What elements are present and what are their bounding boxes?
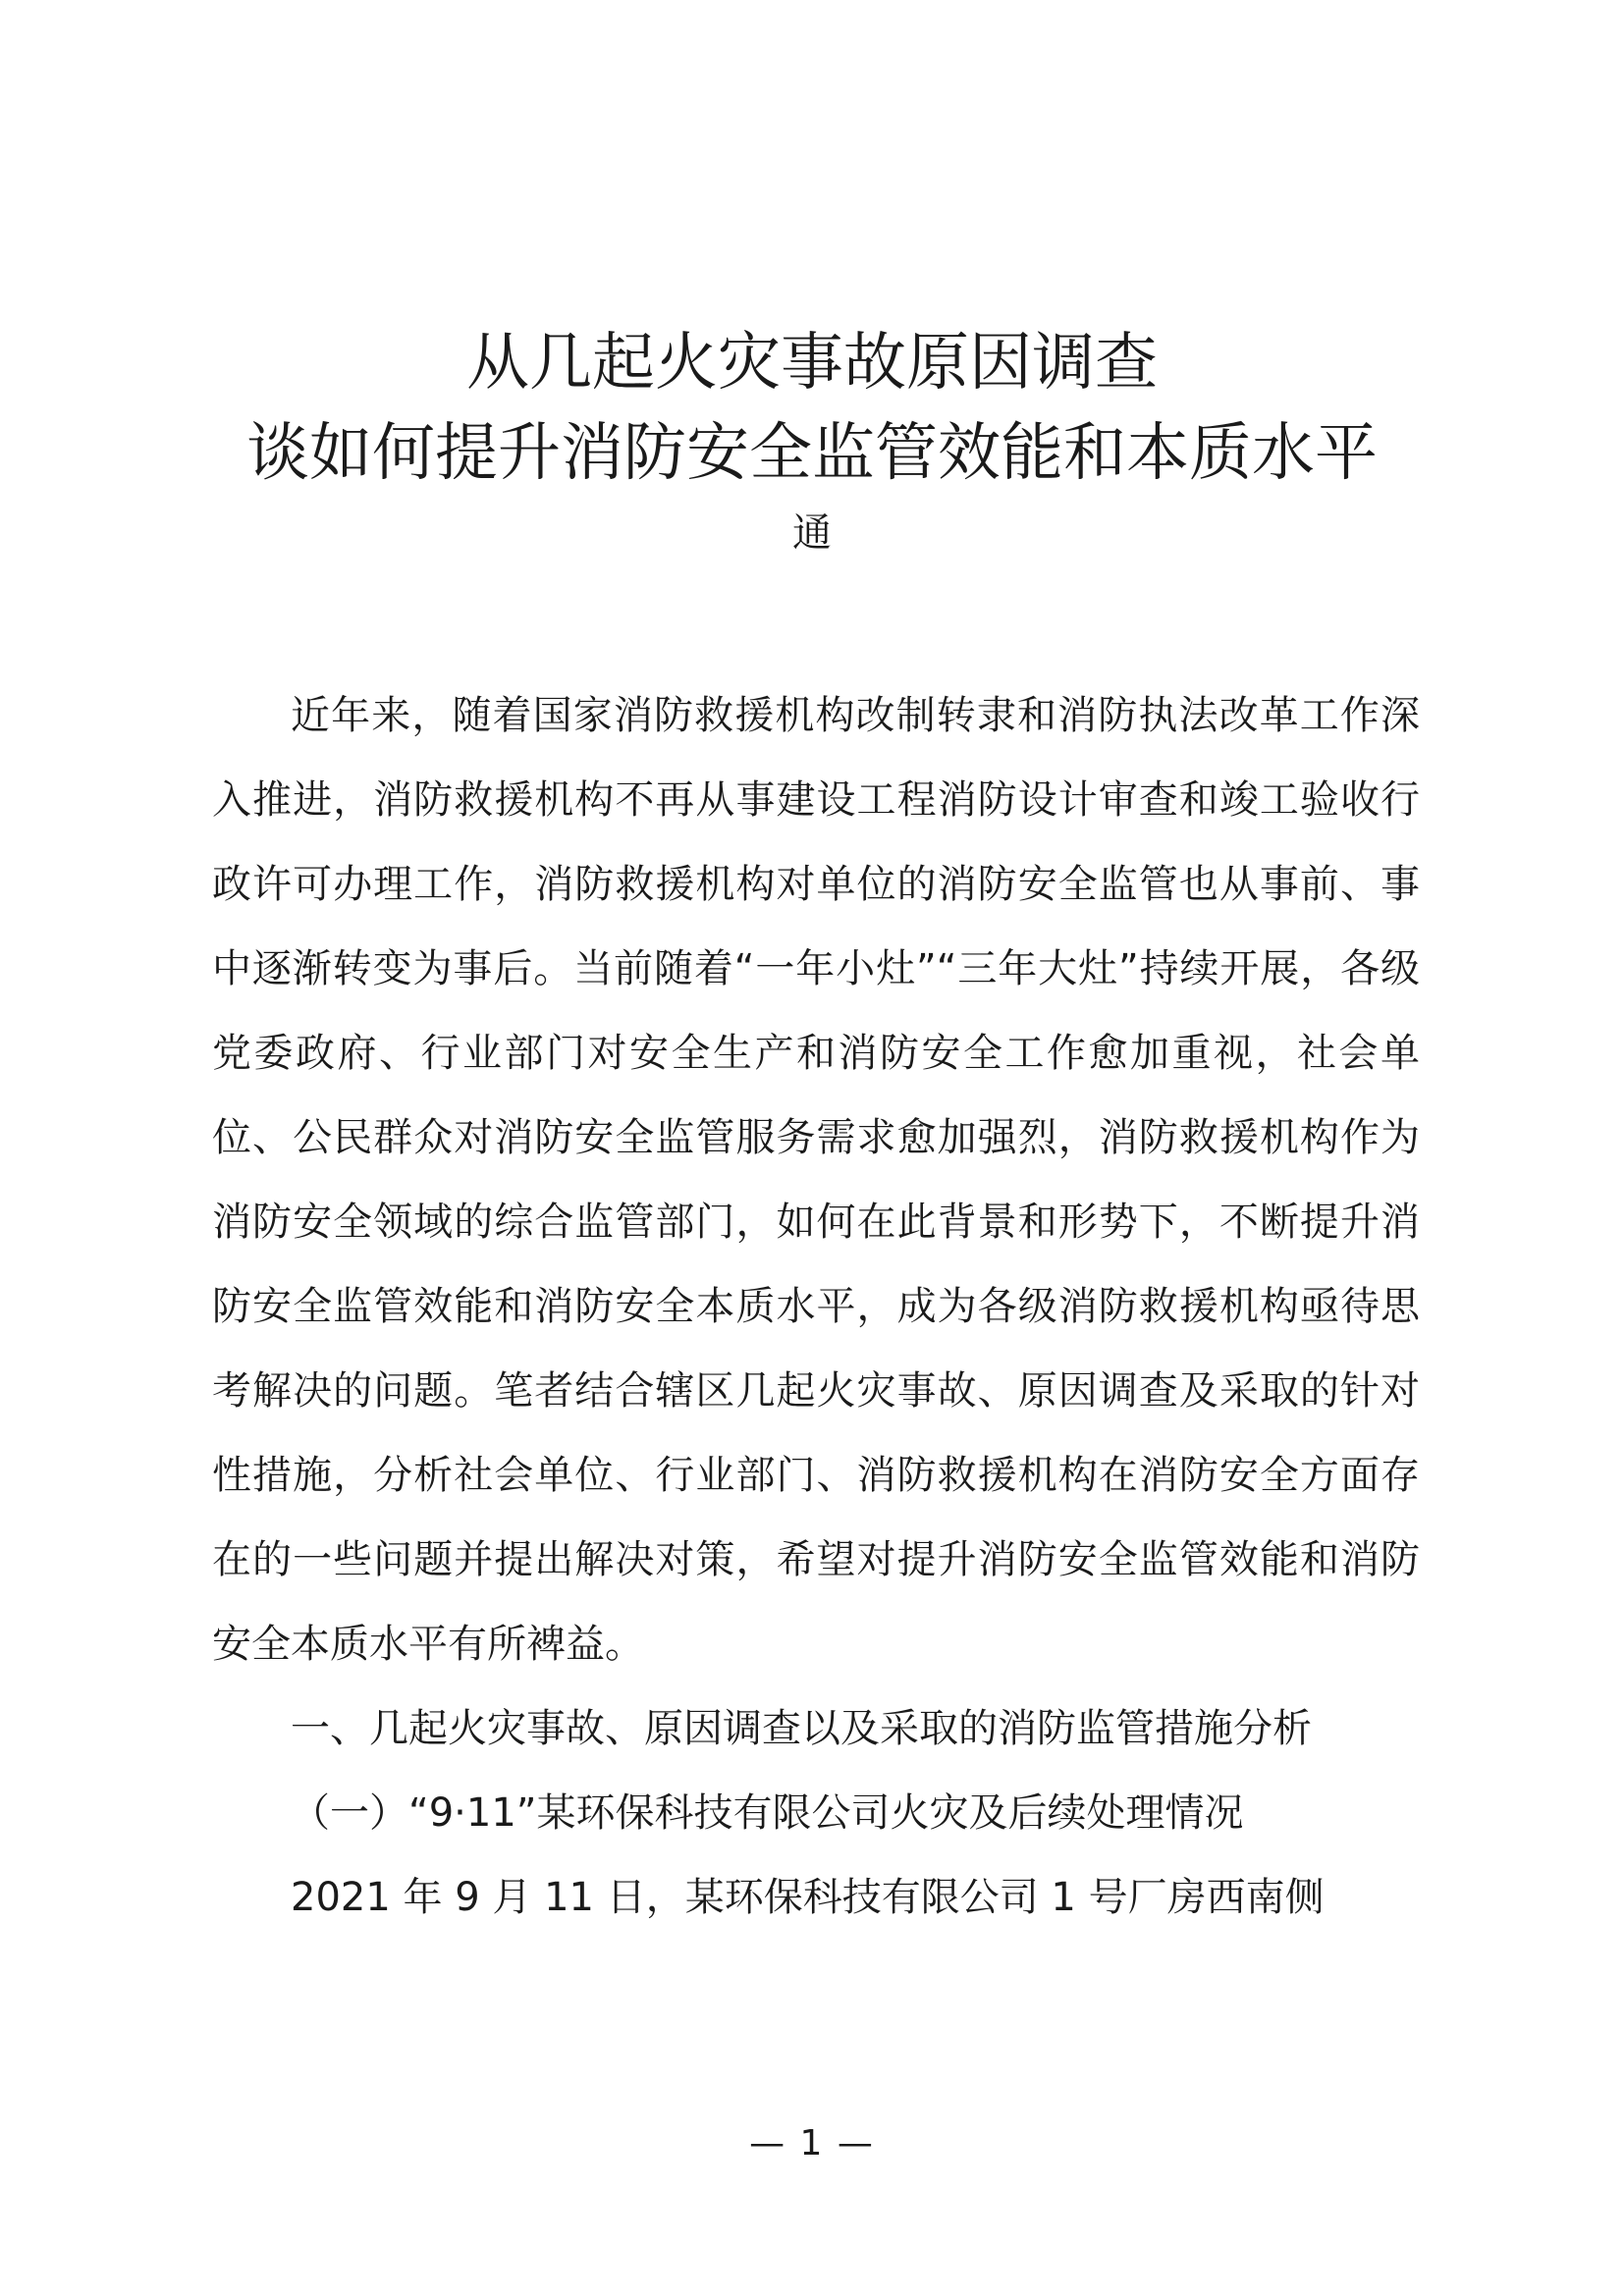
subsection-heading-1: （一）“9·11”某环保科技有限公司火灾及后续处理情况 — [291, 1790, 1244, 1836]
section-heading-1: 一、几起火灾事故、原因调查以及采取的消防监管措施分析 — [291, 1706, 1312, 1751]
page-number: — 1 — — [749, 2123, 875, 2163]
document-title-line-1: 从几起火灾事故原因调查 — [466, 327, 1158, 400]
body-paragraph: 2021 年 9 月 11 日，某环保科技有限公司 1 号厂房西南侧 — [291, 1875, 1325, 1920]
document-body — [212, 673, 1420, 1940]
intro-paragraph: 近年来，随着国家消防救援机构改制转隶和消防执法改革工作深入推进，消防救援机构不再从事建设工程消防设计审查和竣工验收行政许可办理工作，消防救援机构对单位的消防安全监管也从事前、事中逐渐转变为事后。当前随着“一年小灶”“三年大灶”持续开展，各级党委政府、行业部门对安全生产和消防安全工作愈加重视，社会单位、公民群众对消防安全监管服务需求愈加强烈，消防救援机构作为消防安全领域的综合监管部门，如何在此背景和形势下，不断提升消防安全监管效能和消防安全本质水平，成为各级消防救援机构亟待思考解决的问题。笔者结合辖区几起火灾事故、原因调查及采取的针对性措施，分析社会单位、行业部门、消防救援机构在消防安全方面存在的一些问题并提出解决对策，希望对提升消防安全监管效能和消防安全本质水平有所裨益。 — [212, 693, 1420, 1667]
document-author: 通 — [792, 510, 832, 556]
document-title-line-2: 谈如何提升消防安全监管效能和本质水平 — [246, 417, 1378, 490]
